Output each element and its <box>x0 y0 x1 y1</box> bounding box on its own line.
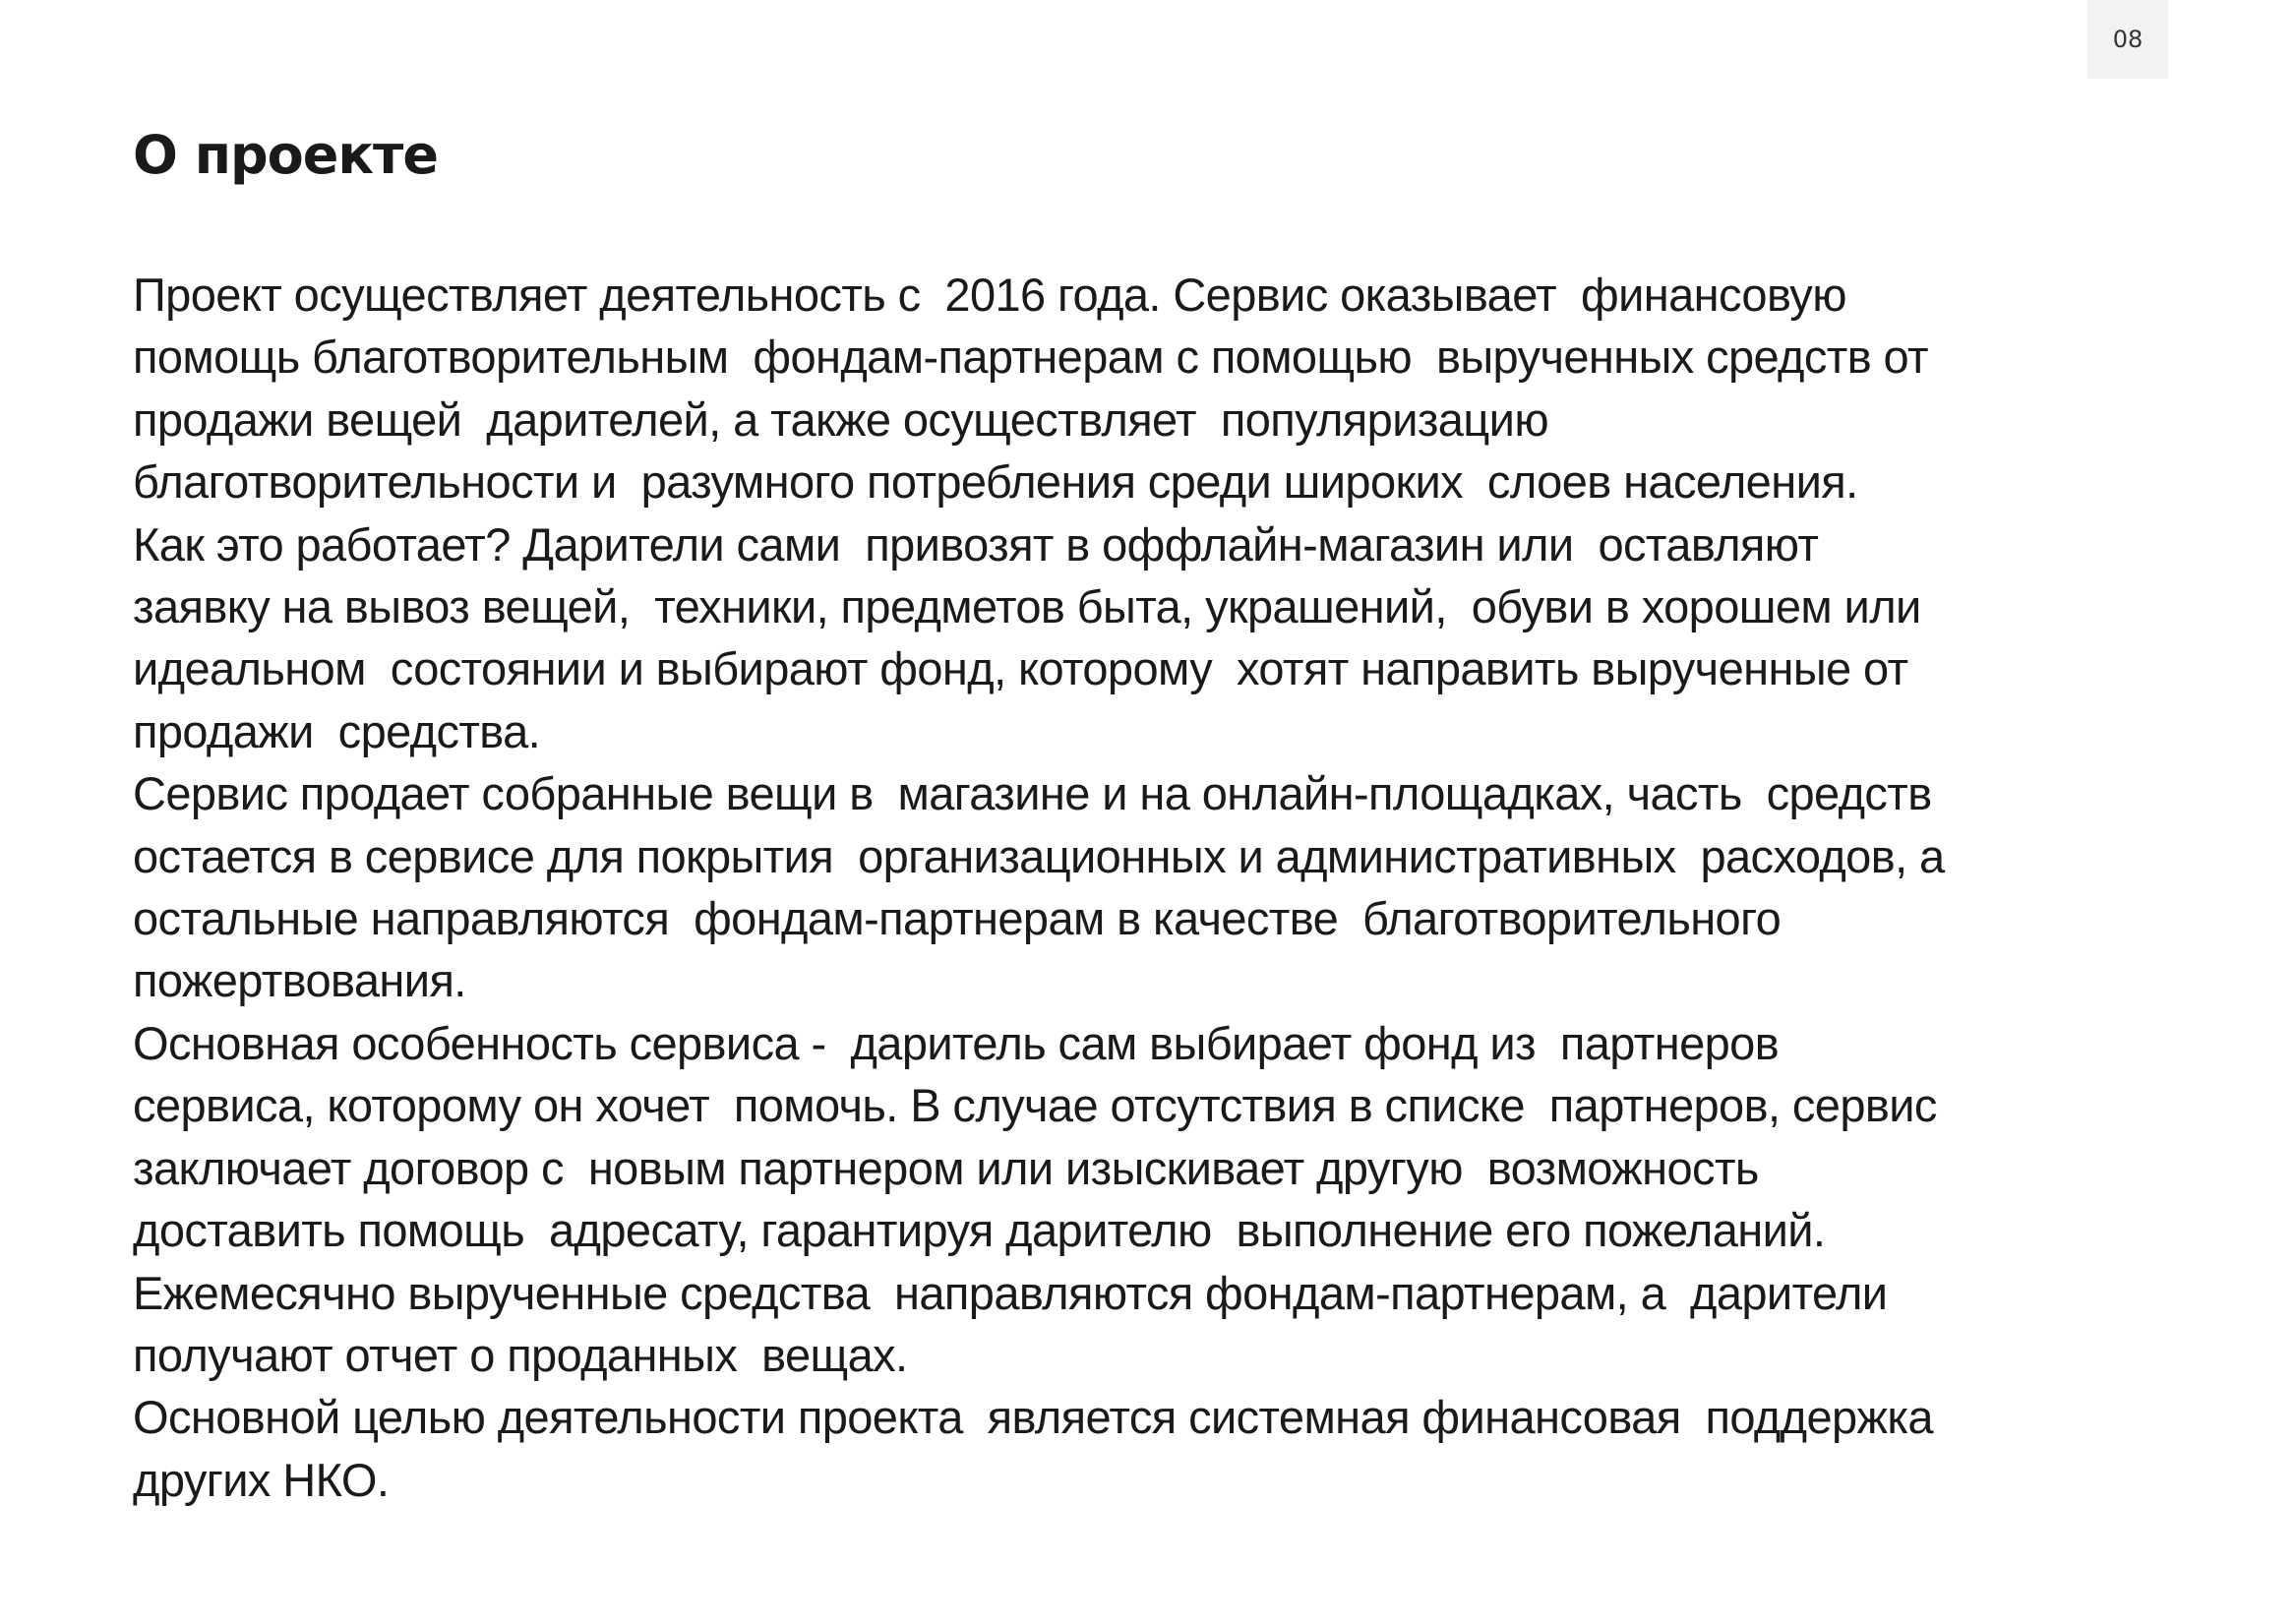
page-title: О проекте <box>133 124 438 186</box>
page-number: 08 <box>2112 26 2144 53</box>
body-line: Проект осуществляет деятельность с 2016 года. Сервис оказывает финансовую <box>133 269 1846 321</box>
body-line: доставить помощь адресату, гарантируя дарителю выполнение его пожеланий. <box>133 1204 1826 1257</box>
body-line: идеальном состоянии и выбирают фонд, которому хотят направить вырученные от <box>133 642 1908 695</box>
body-line: получают отчет о проданных вещах. <box>133 1328 908 1381</box>
body-line: остается в сервисе для покрытия организационных и административных расходов, а <box>133 829 1945 882</box>
body-line: Как это работает? Дарители сами привозят в оффлайн-магазин или оставляют <box>133 517 1819 571</box>
body-line: Ежемесячно вырученные средства направляются фондам-партнерам, а дарители <box>133 1266 1888 1319</box>
body-line: остальные направляются фондам-партнерам в качестве благотворительного <box>133 892 1782 945</box>
body-line: пожертвования. <box>133 954 466 1007</box>
body-line: сервиса, которому он хочет помочь. В случае отсутствия в списке партнеров, сервис <box>133 1079 1937 1132</box>
body-line: заключает договор с новым партнером или изыскивает другую возможность <box>133 1141 1759 1194</box>
body-line: Основной целью деятельности проекта является системная финансовая поддержка <box>133 1391 1933 1444</box>
body-line: продажи средства. <box>133 704 541 757</box>
body-line: заявку на вывоз вещей, техники, предметов быта, украшений, обуви в хорошем или <box>133 580 1921 633</box>
body-text <box>133 264 2031 1511</box>
page-number-badge <box>2087 0 2168 79</box>
body-line: Основная особенность сервиса - даритель сам выбирает фонд из партнеров <box>133 1016 1780 1069</box>
body-line: благотворительности и разумного потребления среди широких слоев населения. <box>133 455 1858 509</box>
body-line: помощь благотворительным фондам-партнерам с помощью вырученных средств от <box>133 331 1928 384</box>
body-line: Сервис продает собранные вещи в магазине и на онлайн-площадках, часть средств <box>133 767 1932 820</box>
body-line: других НКО. <box>133 1453 390 1506</box>
body-line: продажи вещей дарителей, а также осуществляет популяризацию <box>133 392 1548 446</box>
